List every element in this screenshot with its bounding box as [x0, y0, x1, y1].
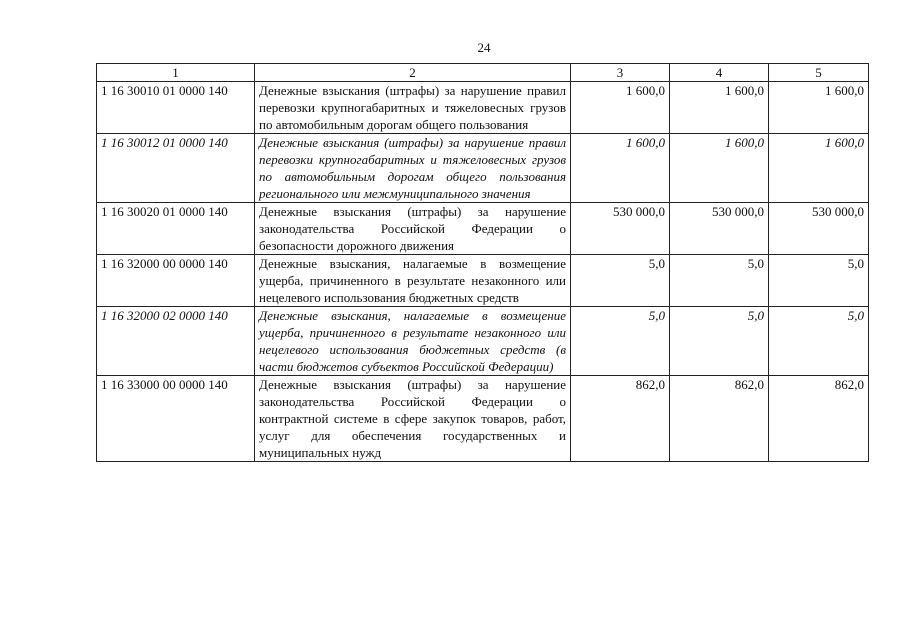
row-value-col5: 862,0 [769, 376, 869, 462]
table-row [97, 376, 869, 462]
row-value-col5: 1 600,0 [769, 134, 869, 203]
row-value-col4: 5,0 [670, 307, 769, 376]
column-header-2: 2 [255, 64, 571, 82]
row-value-col3: 1 600,0 [571, 134, 670, 203]
row-value-col5: 530 000,0 [769, 203, 869, 255]
row-value-col4: 1 600,0 [670, 134, 769, 203]
row-value-col3: 5,0 [571, 255, 670, 307]
row-code: 1 16 30020 01 0000 140 [97, 203, 255, 255]
row-code: 1 16 30010 01 0000 140 [97, 82, 255, 134]
row-value-col3: 862,0 [571, 376, 670, 462]
row-value-col3: 530 000,0 [571, 203, 670, 255]
row-value-col5: 5,0 [769, 307, 869, 376]
row-code: 1 16 32000 02 0000 140 [97, 307, 255, 376]
table-row [97, 255, 869, 307]
table-row [97, 82, 869, 134]
row-value-col4: 5,0 [670, 255, 769, 307]
row-name: Денежные взыскания (штрафы) за нарушение правил перевозки крупногабаритных и тяжеловесных грузов по автомобильным дорогам общего пользования [255, 82, 571, 134]
table-row [97, 307, 869, 376]
row-code: 1 16 33000 00 0000 140 [97, 376, 255, 462]
row-value-col4: 530 000,0 [670, 203, 769, 255]
budget-table [96, 63, 869, 462]
row-value-col4: 862,0 [670, 376, 769, 462]
column-header-4: 4 [670, 64, 769, 82]
row-name: Денежные взыскания (штрафы) за нарушение законодательства Российской Федерации о безопасности дорожного движения [255, 203, 571, 255]
row-name: Денежные взыскания (штрафы) за нарушение правил перевозки крупногабаритных и тяжеловесных грузов по автомобильным дорогам общего пользования регионального или межмуниципального значения [255, 134, 571, 203]
row-value-col5: 1 600,0 [769, 82, 869, 134]
row-name: Денежные взыскания, налагаемые в возмещение ущерба, причиненного в результате незаконного или нецелевого использования бюджетных средств (в части бюджетов субъектов Российской Федерации) [255, 307, 571, 376]
table-header-row [97, 64, 869, 82]
column-header-1: 1 [97, 64, 255, 82]
row-code: 1 16 30012 01 0000 140 [97, 134, 255, 203]
row-value-col4: 1 600,0 [670, 82, 769, 134]
page-number: 24 [477, 40, 491, 55]
table-row [97, 134, 869, 203]
row-value-col3: 1 600,0 [571, 82, 670, 134]
column-header-3: 3 [571, 64, 670, 82]
row-value-col5: 5,0 [769, 255, 869, 307]
table-row [97, 203, 869, 255]
row-value-col3: 5,0 [571, 307, 670, 376]
column-header-5: 5 [769, 64, 869, 82]
row-name: Денежные взыскания (штрафы) за нарушение законодательства Российской Федерации о контрактной системе в сфере закупок товаров, работ, услуг для обеспечения государственных и муниципальных нужд [255, 376, 571, 462]
row-name: Денежные взыскания, налагаемые в возмещение ущерба, причиненного в результате незаконного или нецелевого использования бюджетных средств [255, 255, 571, 307]
row-code: 1 16 32000 00 0000 140 [97, 255, 255, 307]
